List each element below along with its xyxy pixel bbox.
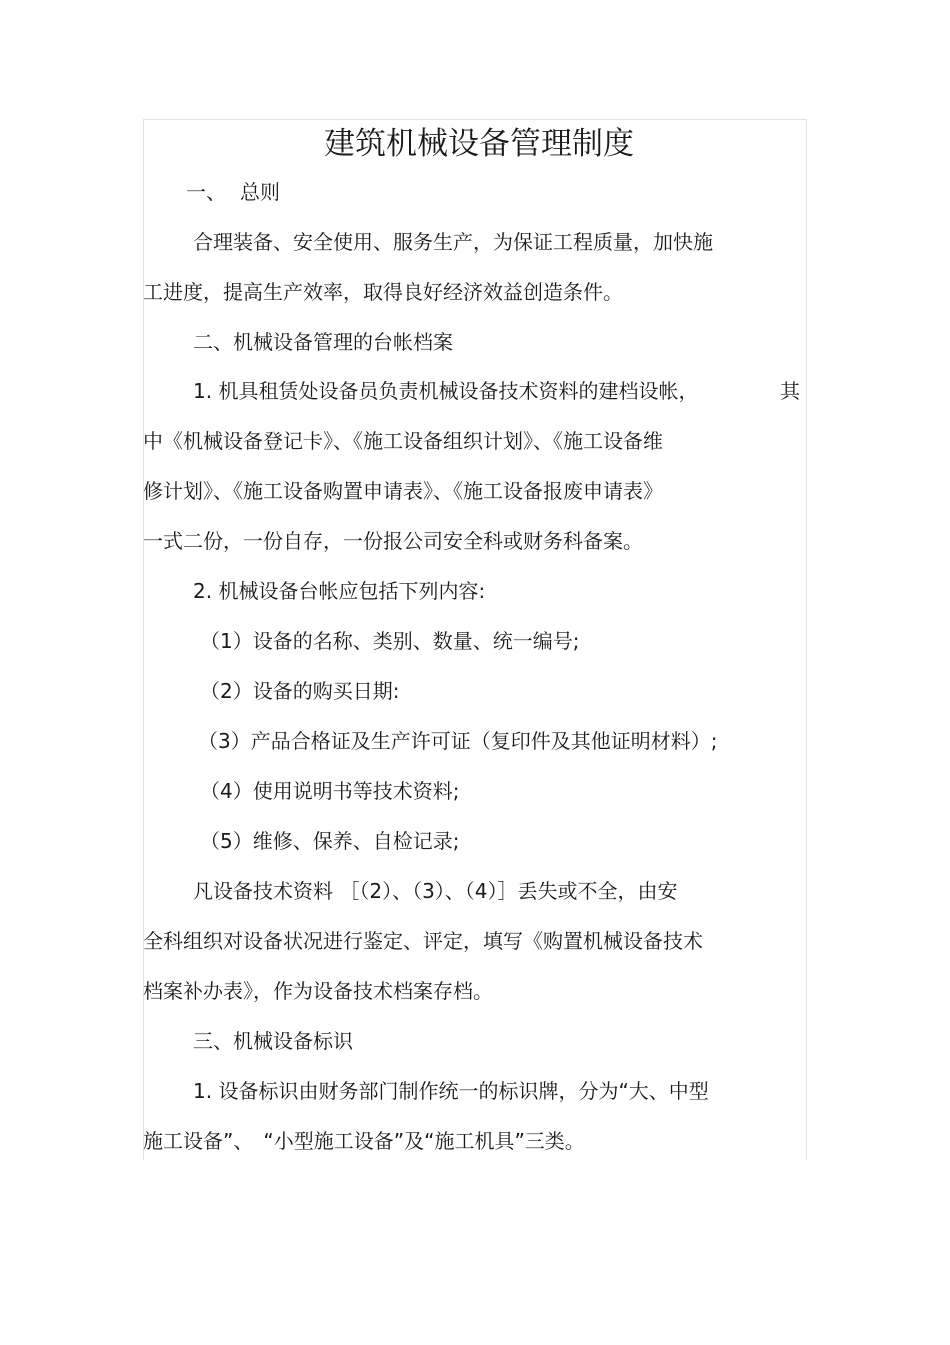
section-2-sub-item-4: （4）使用说明书等技术资料;	[200, 779, 460, 803]
section-2-note-line-3: 档案补办表》，作为设备技术档案存档。	[143, 979, 493, 1003]
page-frame-right	[806, 119, 807, 1160]
section-1-number: 一、	[186, 180, 226, 204]
section-1-heading	[186, 178, 280, 206]
section-3-heading: 三、机械设备标识	[193, 1029, 353, 1053]
section-2-sub-item-5: （5）维修、保养、自检记录;	[200, 829, 460, 853]
section-2-heading: 二、机械设备管理的台帐档案	[193, 330, 453, 354]
section-2-item-1-line-3: 修计划》、《施工设备购置申请表》、《施工设备报废申请表》	[143, 479, 663, 503]
section-3-item-1-line-1: 1. 设备标识由财务部门制作统一的标识牌，分为“大、中型	[193, 1079, 709, 1103]
section-1-body-line-1: 合理装备、安全使用、服务生产，为保证工程质量，加快施	[193, 230, 713, 254]
section-2-note-line-2: 全科组织对设备状况进行鉴定、评定，填写《购置机械设备技术	[143, 929, 703, 953]
section-3-item-1-line-2: 施工设备”、 “小型施工设备”及“施工机具”三类。	[143, 1129, 585, 1153]
section-2-item-2: 2. 机械设备台帐应包括下列内容:	[193, 579, 486, 603]
section-2-sub-item-3: （3）产品合格证及生产许可证（复印件及其他证明材料）;	[198, 729, 718, 753]
section-2-item-1-line-1-tail: 其	[780, 379, 800, 403]
document-title: 建筑机械设备管理制度	[324, 126, 634, 162]
section-1-heading-text: 总则	[240, 180, 280, 204]
section-2-sub-item-2: （2）设备的购买日期:	[200, 679, 400, 703]
section-2-sub-item-1: （1）设备的名称、类别、数量、统一编号;	[200, 629, 580, 653]
section-2-item-1-line-4: 一式二份，一份自存，一份报公司安全科或财务科备案。	[143, 529, 643, 553]
section-2-item-1-line-2: 中《机械设备登记卡》、《施工设备组织计划》、《施工设备维	[143, 429, 663, 453]
section-2-item-1-line-1: 1. 机具租赁处设备员负责机械设备技术资料的建档设帐，	[193, 379, 699, 403]
page-frame-top	[143, 119, 807, 120]
section-1-body-line-2: 工进度，提高生产效率，取得良好经济效益创造条件。	[143, 280, 623, 304]
section-2-note-line-1: 凡设备技术资料 ［（2）、（3）、（4）］丢失或不全，由安	[193, 879, 678, 903]
